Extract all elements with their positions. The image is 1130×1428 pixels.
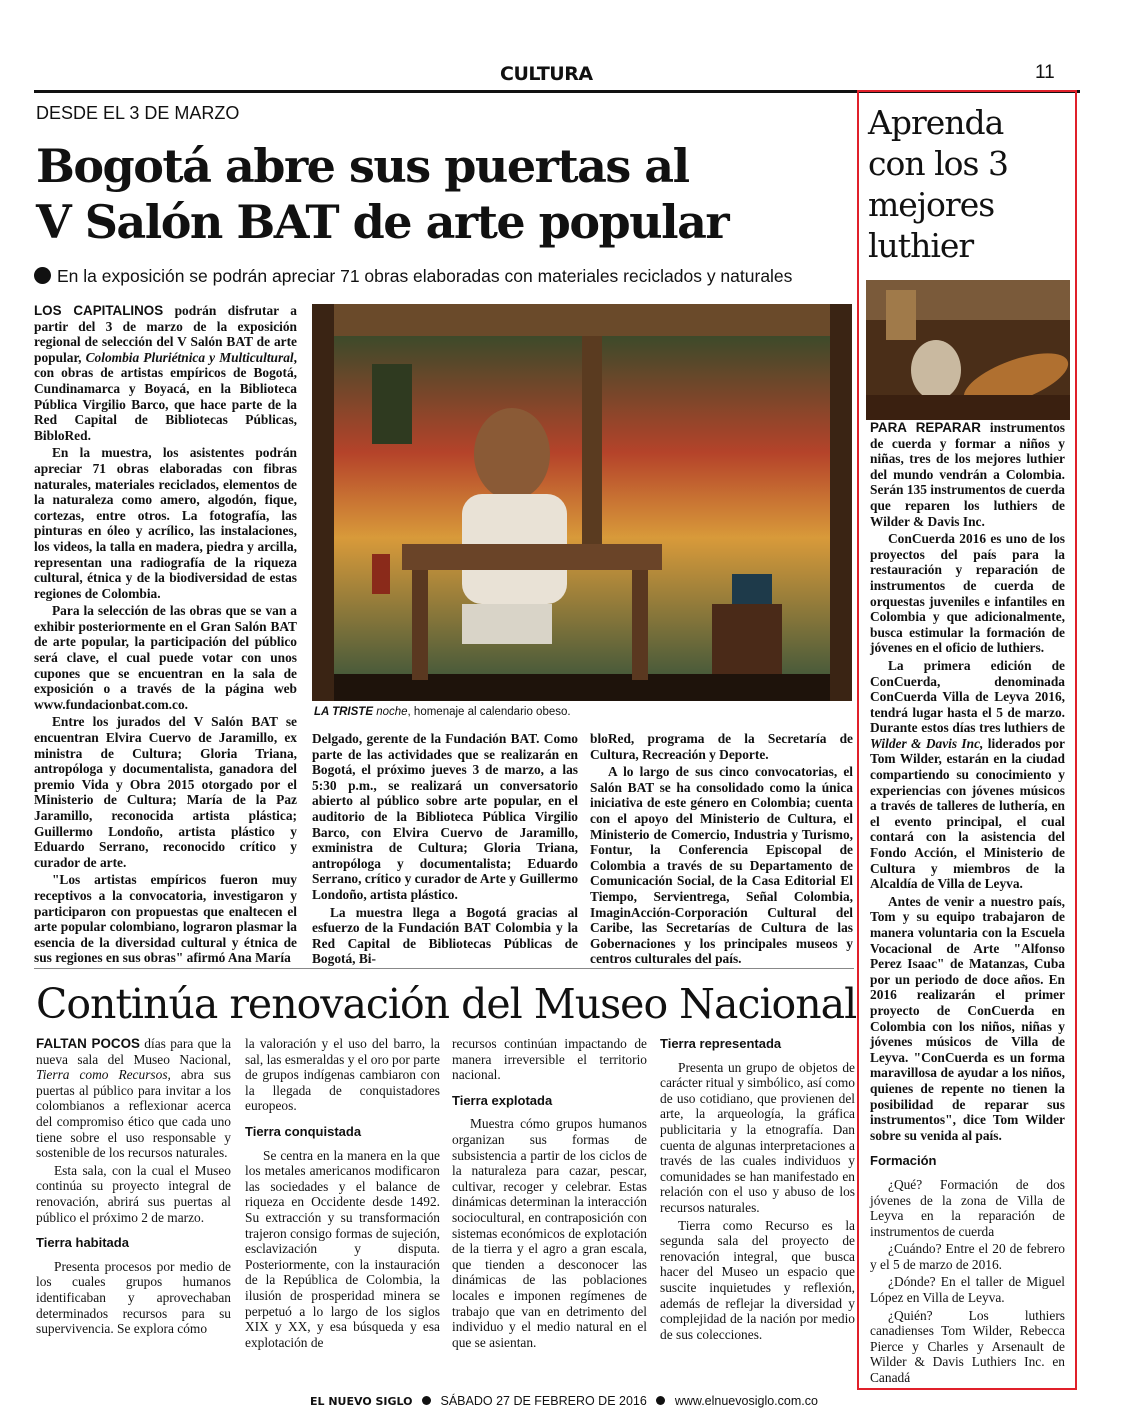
article2-column-4 — [660, 1036, 855, 1344]
publication-name: EL NUEVO SIGLO — [310, 1395, 413, 1408]
dot-icon — [422, 1396, 431, 1405]
website-url: www.elnuevosiglo.com.co — [674, 1394, 818, 1408]
subheading: Tierra conquistada — [245, 1123, 362, 1139]
article1-column-1 — [34, 303, 297, 968]
paragraph: "Los artistas empíricos fueron muy receptivos a la convocatoria, investigaron y participaron con propuestas que enaltecen el arte popular colombiano, lograron plasmar la esencia de la diversidad cultural y étnica de sus regiones en sus obras" afirmó Ana María — [34, 872, 297, 966]
title-line: mejores — [868, 185, 995, 224]
headline-line-1: Bogotá abre sus puertas al — [36, 139, 689, 193]
sidebar-body — [870, 420, 1065, 1388]
luthier-illustration — [866, 280, 1070, 420]
paragraph: PARA REPARAR instrumentos de cuerda y formar a niños y niñas, tres de los mejores luthier del mundo vendrán a Colombia. Serán 135 instrumentos de cuerda que reparen los luthiers de Wilder & Davis Inc. — [870, 420, 1065, 529]
paragraph: Se centra en la manera en la que los metales americanos modificaron las sociedades y el balance de riqueza en Occidente desde 1492. Su extracción y su transformación trajeron consigo formas de sujeción, esclavización y disputa. Posteriormente, con la instauración de la República de Colombia, la ilusión de prosperidad minera se perpetuó a lo largo de los siglos XIX y XX, y esa búsqueda y esa explotación de — [245, 1147, 440, 1350]
article-kicker: DESDE EL 3 DE MARZO — [36, 103, 240, 123]
section-title: CULTURA — [500, 63, 593, 85]
subheading: Tierra habitada — [36, 1235, 129, 1251]
article2-column-3 — [452, 1036, 647, 1352]
caption-italic: noche — [376, 706, 408, 718]
publication-date: SÁBADO 27 DE FEBRERO DE 2016 — [440, 1394, 647, 1408]
article2-column-1 — [36, 1036, 231, 1339]
paragraph: A lo largo de sus cinco convocatorias, el Salón BAT se ha consolidado como la única iniciativa de este género en Colombia; cuenta con el apoyo del Ministerio de Cultura, el Ministerio de Comercio, Industria y Turismo, Fontur, la Conferencia Episcopal de Colombia a través de su Departamento de Comunicación Social, de la Casa Editorial El Tiempo, Servientrega, Señal Colombia, ImaginAcción-Corporación Cultural del Caribe, las Secretarías de Cultura de las Gobernaciones y los principales museos y centros culturales del país. — [590, 764, 853, 967]
paragraph: ConCuerda 2016 es uno de los proyectos del país para la restauración y reparación de instrumentos de cuerda de orquestas juveniles e infantiles en Colombia y que adicionalmente, busca estimular la formación de jóvenes en el oficio de luthiers. — [870, 531, 1065, 656]
caption-lead: LA TRISTE — [314, 706, 373, 718]
paragraph: ¿Cuándo? Entre el 20 de febrero y el 5 de marzo de 2016. — [870, 1241, 1065, 1272]
caption-text: , homenaje al calendario obeso. — [407, 706, 571, 718]
paragraph: La primera edición de ConCuerda, denominada ConCuerda Villa de Leyva 2016, tendrá lugar hasta el 5 de marzo. Durante estos días tres luthiers de Wilder & Davis Inc, liderados por Tom Wilder, estarán en la ciudad compartiendo su conocimiento y experiencias con jóvenes músicos a través de talleres de luthería, en el evento principal, el cual contará con la asistencia del Fondo Acción, el Ministerio de Cultura y miembros de la Alcaldía de Villa de Leyva. — [870, 657, 1065, 892]
paragraph: Muestra cómo grupos humanos organizan sus formas de subsistencia a partir de los ciclos de la naturaleza para cazar, pescar, cultivar, recoger y celebrar. Estas dinámicas determinan la interacción sociocultural, en contraposición con sistemas económicos de explotación de la tierra y el agro a gran escala, que tienden a desconocer las dinámicas de las poblaciones locales e imponen regímenes de trabajo que van en detrimento del individuo y el medio natural en el que se asientan. — [452, 1116, 647, 1350]
article2-headline: Continúa renovación del Museo Nacional — [36, 980, 857, 1028]
paragraph: Presenta un grupo de objetos de carácter ritual y simbólico, así como de uso cotidiano, que provienen del arte, la arqueología, la gráfica publicitaria y la etnografía. Dan cuenta de algunas interpretaciones a través de las cuales individuos y comunidades se han manifestado en relación con el uso y abuso de los recursos naturales. — [660, 1059, 855, 1215]
paragraph: La muestra llega a Bogotá gracias al esfuerzo de la Fundación BAT Colombia y la Red Capital de Bibliotecas Públicas de Bogotá, Bi- — [312, 904, 578, 967]
dot-icon — [656, 1396, 665, 1405]
paragraph: ¿Quién? Los luthiers canadienses Tom Wilder, Rebecca Pierce y Charles y Arsenault de Wilder & Davis Luthiers Inc. en Canadá — [870, 1307, 1065, 1386]
article2-column-2 — [245, 1036, 440, 1352]
photo-caption — [314, 706, 571, 718]
paragraph: ¿Dónde? En el taller de Miguel López en Villa de Leyva. — [870, 1274, 1065, 1306]
bullet-icon — [34, 267, 51, 284]
paragraph: Entre los jurados del V Salón BAT se encuentran Elvira Cuervo de Jaramillo, ex ministra de Cultura; Gloria Triana, antropóloga y documentalista, ganadora del premio Vida y Obra 2015 otorgado por el Ministerio de Cultura; María de la Paz Jaramillo, reconocida artista plástica; Guillermo Londoño, artista plástico y Eduardo Serrano, reconocido crítico y curador de arte. — [34, 714, 297, 870]
artwork-photo — [312, 304, 852, 701]
headline-line-2: V Salón BAT de arte popular — [36, 195, 729, 249]
paragraph — [34, 303, 297, 443]
article-subhead — [34, 266, 854, 287]
sidebar-title — [868, 102, 1073, 266]
luthier-photo — [866, 280, 1070, 420]
lead-in: LOS CAPITALINOS — [34, 303, 164, 318]
paragraph: Para la selección de las obras que se van a exhibir posteriormente en el Gran Salón BAT de arte popular, la participación del público será clave, el cual puede votar con unos cupones que se encuentran en la sala de exposición o a través de la página web www.fundacionbat.com.co. — [34, 603, 297, 712]
paragraph: FALTAN POCOS días para que la nueva sala del Museo Nacional, Tierra como Recursos, abra sus puertas al público para invitar a los colombianos a reflexionar acerca del compromiso ético que cada uno tiene sobre el uso responsable y sostenible de los recursos naturales. — [36, 1036, 232, 1161]
article-headline — [36, 138, 836, 250]
italic-text: Colombia Pluriétnica y Multicultural — [85, 349, 294, 365]
title-line: luthier — [868, 226, 974, 265]
paragraph: bloRed, programa de la Secretaría de Cultura, Recreación y Deporte. — [590, 731, 853, 762]
page-number: 11 — [1035, 62, 1055, 83]
artwork-illustration — [312, 304, 852, 701]
paragraph: Delgado, gerente de la Fundación BAT. Como parte de las actividades que se realizarán en Bogotá, el próximo jueves 3 de marzo, a las 5:30 p.m., se realizará un conversatorio abierto al público sobre arte popular, en el auditorio de la Biblioteca Pública Virgilio Barco, con Elvira Cuervo de Jaramillo, exministra de Cultura; Gloria Triana, antropóloga y documentalista; Eduardo Serrano, crítico y curador de Arte y Guillermo Londoño, artista plástico. — [312, 731, 579, 902]
paragraph: Antes de venir a nuestro país, Tom y su equipo trabajaron de manera voluntaria con la Escuela Vocacional de Arte "Alfonso Perez Isaac" de Matanzas, Cuba por un periodo de doce años. En 2016 realizarán el primer proyecto de ConCuerda en Colombia con los niños, niñas y jóvenes músicos de Villa de Leyva. "ConCuerda es un forma maravillosa de ayudar a los niños, quienes de repente no tienen la posibilidad de reparar sus instrumentos", dice Tom Wilder sobre su venida al país. — [870, 893, 1065, 1143]
subheading: Tierra representada — [660, 1036, 782, 1051]
page-footer — [310, 1394, 818, 1408]
section-divider — [34, 968, 854, 969]
subheading: Formación — [870, 1153, 937, 1169]
title-line: Aprenda — [868, 103, 1004, 142]
paragraph: recursos continúan impactando de manera irreversible el territorio nacional. — [452, 1036, 647, 1083]
title-line: con los 3 — [868, 144, 1008, 183]
subheading: Tierra explotada — [452, 1092, 553, 1108]
paragraph: la valoración y el uso del barro, la sal, las esmeraldas y el oro por parte de grupos indígenas cambiaron con la llegada de conquistadores europeos. — [245, 1036, 440, 1114]
text: , con obras de artistas empíricos de Bogotá, Cundinamarca y Boyacá, en la Biblioteca Pública Virgilio Barco, que hace parte de la Red Capital de Bibliotecas Públicas, BibloRed. — [34, 349, 297, 443]
text: podrán disfrutar a partir del 3 de marzo de la exposición regional de selección del V Salón BAT de arte popular, — [34, 303, 298, 365]
paragraph: ¿Qué? Formación de dos jóvenes de la zona de Villa de Leyva en la reparación de instrumentos de cuerda — [870, 1176, 1065, 1239]
article1-column-3 — [590, 731, 853, 969]
paragraph: Esta sala, con la cual el Museo continúa su proyecto integral de renovación, abrirá sus puertas al público el próximo 2 de marzo. — [36, 1162, 231, 1225]
subhead-text: En la exposición se podrán apreciar 71 obras elaboradas con materiales reciclados y naturales — [57, 266, 793, 286]
article1-column-2 — [312, 731, 578, 969]
paragraph: Tierra como Recurso es la segunda sala del proyecto de renovación integral, que busca hacer del Museo un espacio que suscite inquietudes y reflexión, además de reflejar la diversidad y complejidad de la nación por medio de sus colecciones. — [660, 1217, 855, 1342]
paragraph: Presenta procesos por medio de los cuales grupos humanos identificaban y aprovechaban determinados recursos para su supervivencia. Se explora cómo — [36, 1258, 231, 1337]
paragraph: En la muestra, los asistentes podrán apreciar 71 obras elaboradas con fibras naturales, materiales reciclados, elementos de la naturaleza como amero, algodón, fique, cortezas, entre otros. La fotografía, las pinturas en óleo y acrílico, las instalaciones, los videos, la talla en madera, piedra y arcilla, representan una radiografía de la riqueza cultural, étnica y de la biodiversidad de estas regiones de Colombia. — [34, 445, 297, 601]
